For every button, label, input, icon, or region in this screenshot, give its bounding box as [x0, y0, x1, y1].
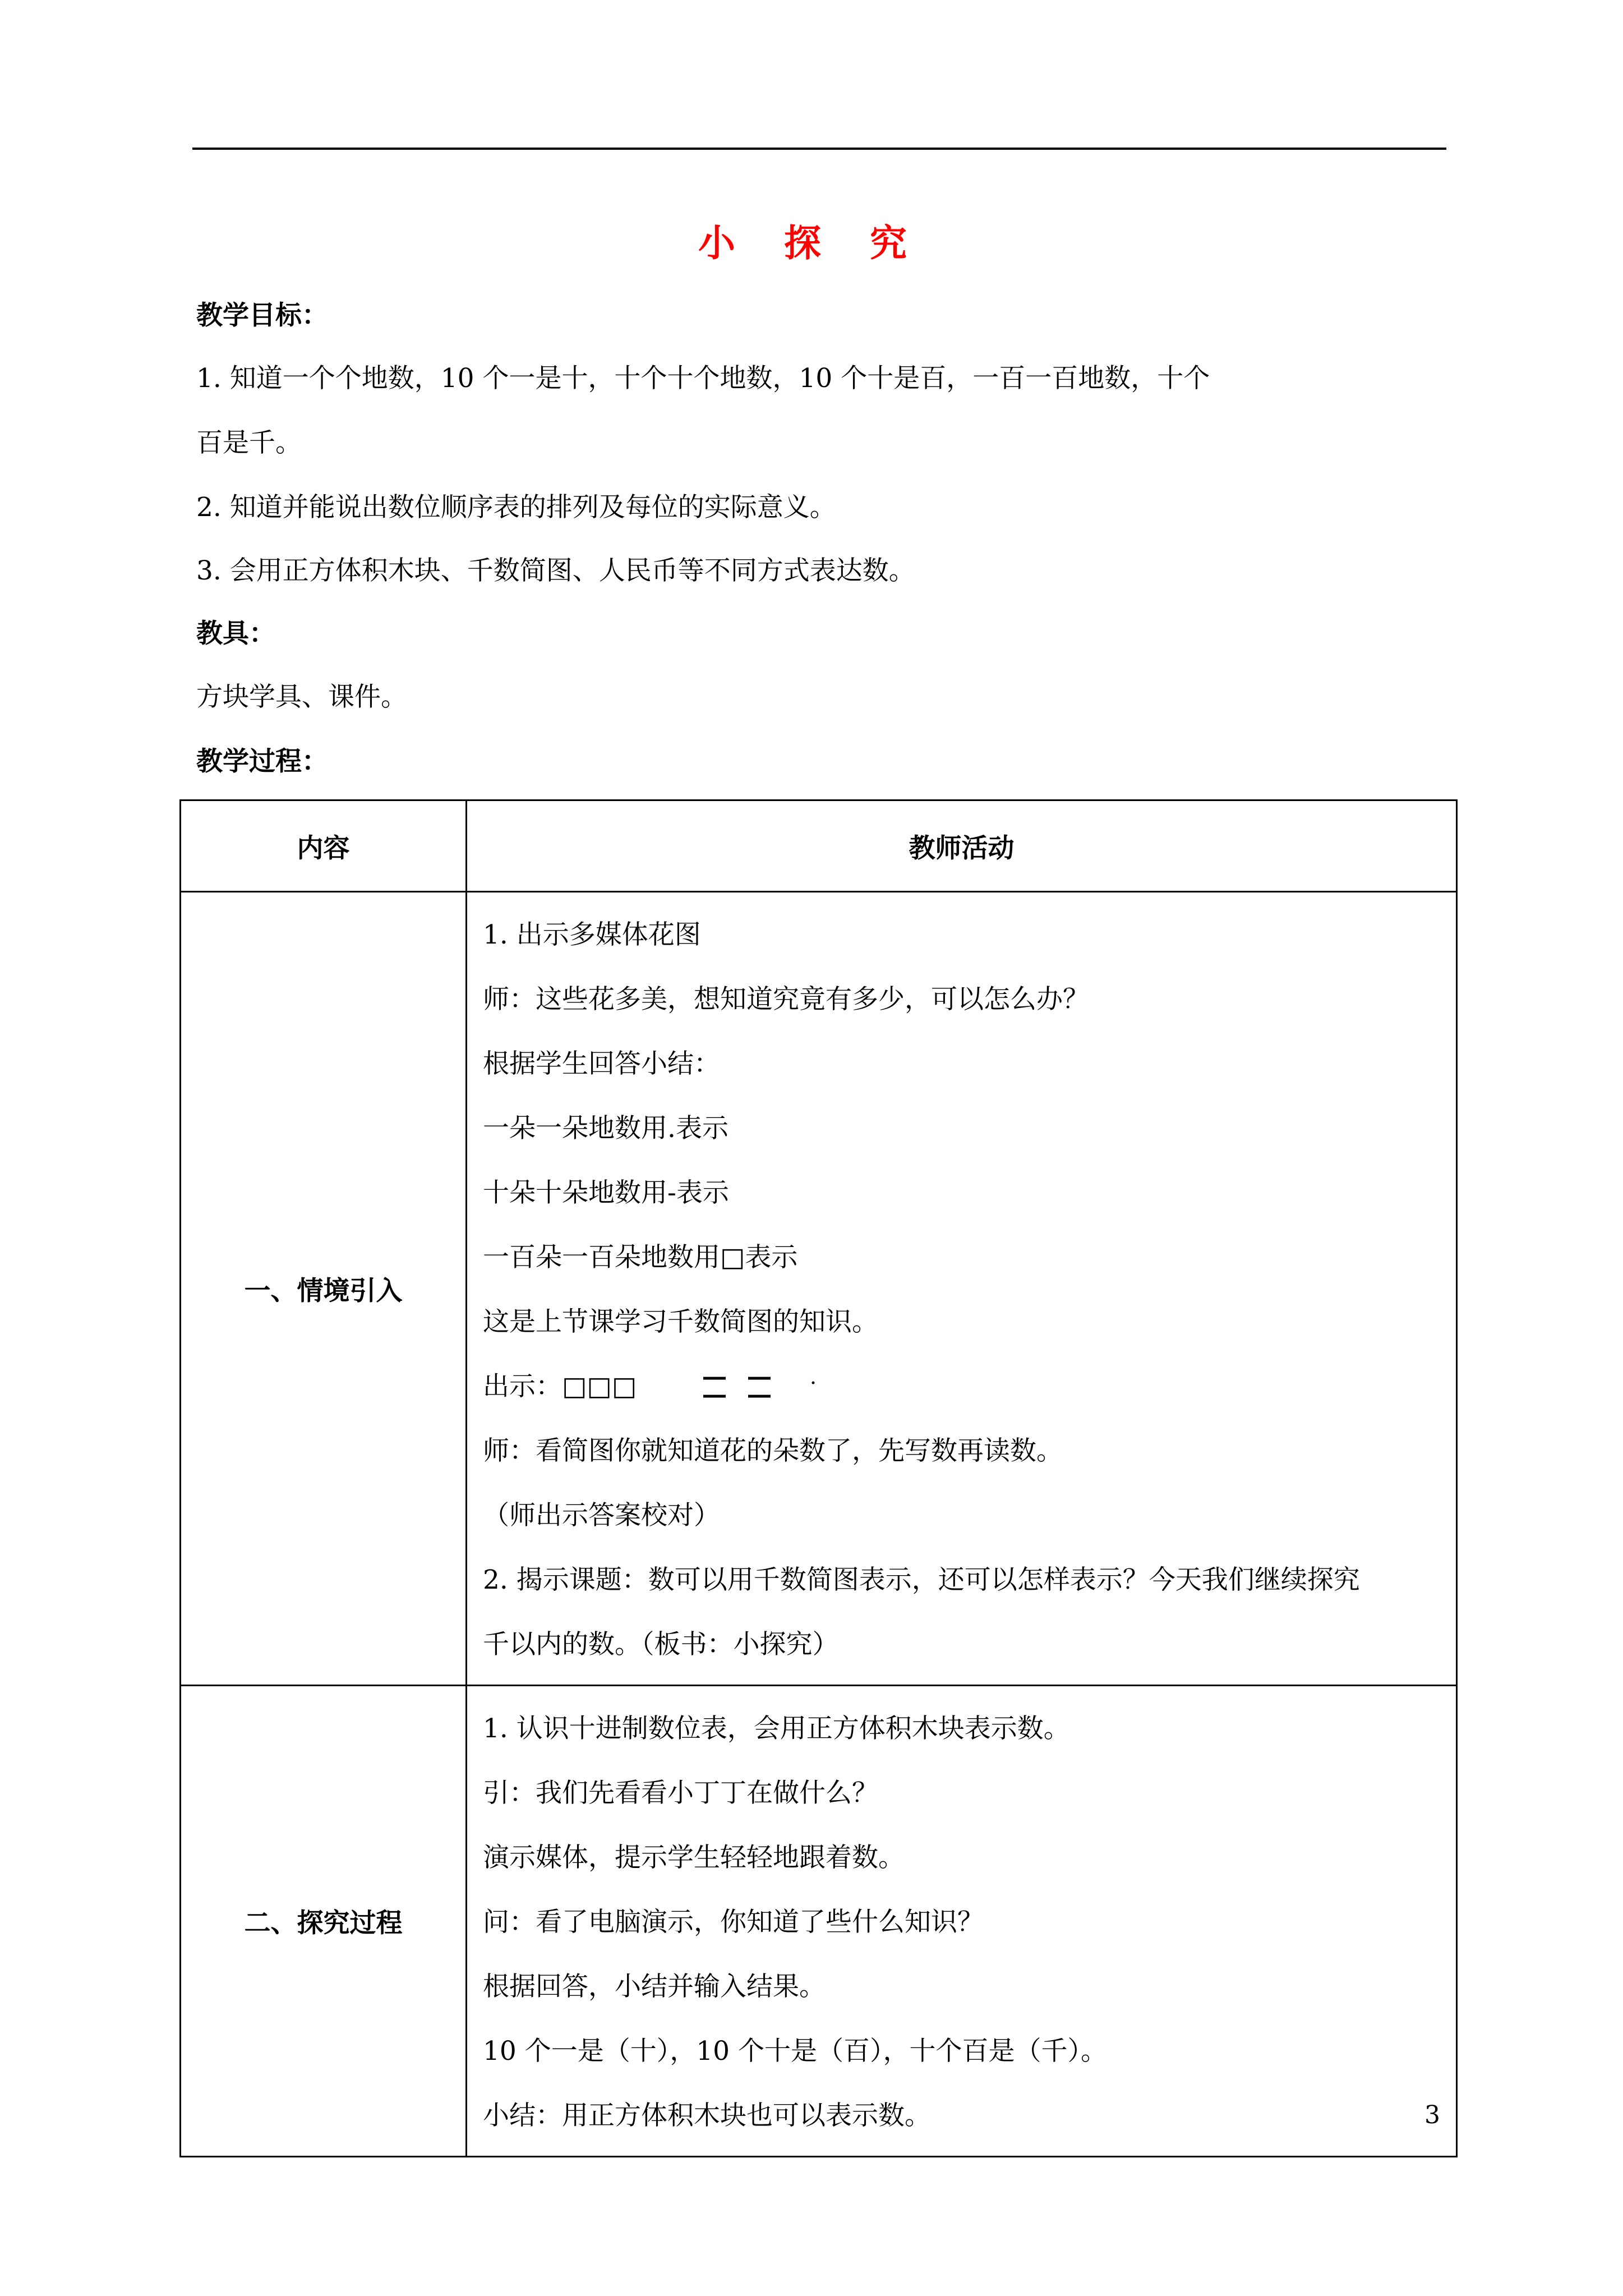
activity-line: 问：看了电脑演示，你知道了些什么知识？ [483, 1907, 984, 1938]
section-label: 二、探究过程 [181, 1686, 467, 2157]
activity-line: 演示媒体，提示学生轻轻地跟着数。 [483, 1842, 905, 1873]
activity-line: 1. 认识十进制数位表，会用正方体积木块表示数。 [483, 1713, 1070, 1744]
activity-line: 一朵一朵地数用.表示 [483, 1113, 728, 1144]
activity-line: 根据回答，小结并输入结果。 [483, 1971, 826, 2002]
lesson-table [179, 799, 1458, 2157]
activity-line: 一百朵一百朵地数用□表示 [483, 1242, 798, 1273]
header-teacher-activity: 教师活动 [467, 800, 1457, 892]
table-row [181, 1686, 1457, 2157]
page-title: 小 探 究 [698, 222, 925, 265]
activity-line: 1. 出示多媒体花图 [483, 919, 701, 950]
header-content: 内容 [181, 800, 467, 892]
activity-line: 师：看简图你就知道花的朵数了，先写数再读数。 [483, 1435, 1063, 1466]
table-header-row [181, 800, 1457, 892]
activity-line: 师：这些花多美，想知道究竟有多少，可以怎么办？ [483, 984, 1089, 1015]
process-heading: 教学过程： [196, 746, 328, 777]
goals-heading: 教学目标： [196, 300, 328, 331]
activity-line: 千以内的数。（板书：小探究） [483, 1629, 839, 1660]
activity-line-diagram [483, 1354, 1456, 1419]
goal-item-1-cont: 百是千。 [196, 427, 302, 458]
diagram-caption: 出示：□□□ [483, 1371, 637, 1402]
activity-line: 小结：用正方体积木块也可以表示数。 [483, 2100, 931, 2131]
section-activities [467, 1686, 1457, 2157]
tools-heading: 教具： [196, 618, 275, 649]
activity-line: 10 个一是（十），10 个十是（百），十个百是（千）。 [483, 2036, 1107, 2067]
activity-line: 2. 揭示课题：数可以用千数简图表示，还可以怎样表示？今天我们继续探究 [483, 1565, 1360, 1595]
header-rule [192, 148, 1446, 150]
activity-line: 这是上节课学习千数简图的知识。 [483, 1306, 878, 1337]
thousand-diagram-icon [701, 1372, 819, 1405]
table-row [181, 892, 1457, 1686]
section-label: 一、情境引入 [181, 892, 467, 1686]
tools-text: 方块学具、课件。 [196, 682, 407, 712]
activity-line: 引：我们先看看小丁丁在做什么？ [483, 1778, 878, 1809]
page-number: 3 [1424, 2101, 1440, 2129]
goal-item-2: 2. 知道并能说出数位顺序表的排列及每位的实际意义。 [196, 492, 836, 523]
goal-item-3: 3. 会用正方体积木块、千数简图、人民币等不同方式表达数。 [196, 555, 915, 586]
section-activities [467, 892, 1457, 1686]
activity-line: 十朵十朵地数用-表示 [483, 1177, 729, 1208]
activity-line: （师出示答案校对） [483, 1500, 720, 1531]
activity-line: 根据学生回答小结： [483, 1048, 720, 1079]
goal-item-1: 1. 知道一个个地数，10 个一是十，十个十个地数，10 个十是百，一百一百地数，十个 [196, 363, 1210, 394]
